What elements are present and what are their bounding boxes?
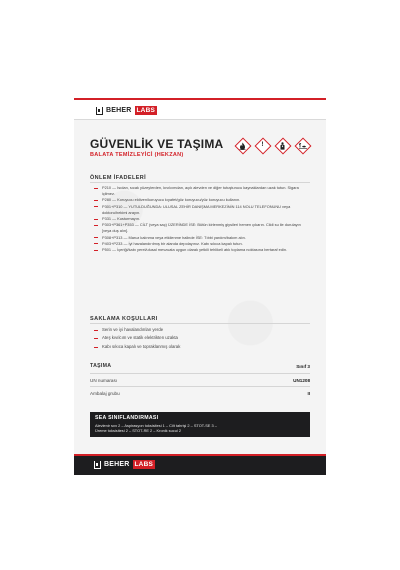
sea-title: SEA SINIFLANDIRMASI [95, 415, 159, 421]
transport-header-row [90, 360, 310, 372]
packing-group-value: II [307, 390, 310, 396]
brand-suffix: LABS [134, 461, 154, 468]
flame-icon [234, 137, 251, 154]
table-row [90, 387, 310, 399]
header-accent-line [74, 98, 326, 100]
list-item: P403+P233 — İyi havalandırılmış bir alanda depolayınız. Kabı sıkıca kapalı tutun. [102, 240, 243, 246]
storage-divider [90, 323, 310, 324]
list-item: P308+P313 — Maruz kalınma veya etkilenme halinde İSE: Tıbbi yardım/bakım alın. [102, 234, 246, 240]
brand-name: BEHER [104, 461, 130, 468]
environment-icon [294, 137, 311, 154]
sea-classification-box [90, 412, 310, 437]
un-number-label: UN numarası [90, 377, 118, 383]
packing-group-label: Ambalaj grubu [90, 390, 120, 396]
brand-suffix: LABS [136, 107, 156, 114]
exclamation-icon: ! [254, 137, 271, 154]
list-item: P501 — İçeriği/kabı yerel/ulusal mevzuata uygun olarak yetkili tehlikeli atık toplama noktasına bertaraf edin. [102, 247, 288, 253]
sea-classification-line: Üreme toksisitesi 2 – STOT-RE 2 – Kronik sucul 2 [95, 428, 181, 434]
storage-heading: SAKLAMA KOŞULLARI [90, 316, 158, 322]
brand-logo [96, 106, 157, 115]
list-item: P301+P310 — YUTULDUĞUNDA: ULUSAL ZEHİR DANIŞMA MERKEZİNİN 114 NOLU TELEFONUNU veya doktoru/hekimi arayın. [102, 203, 291, 215]
health-hazard-icon [274, 137, 291, 154]
list-item: Kabı sıkıca kapalı ve topraklanmış olarak [102, 343, 181, 349]
beaker-icon [96, 107, 103, 115]
ghs-pictograms [234, 137, 311, 154]
storage-list [94, 326, 308, 351]
list-item: P303+P361+P353 — CİLT (veya saç) ÜZERİNDE İSE: Bütün kirlenmiş giysileri hemen çıkarın. Cildi su ile durulayın [veya duş alın]. [102, 222, 301, 234]
list-item: P210 — Isıdan, sıcak yüzeylerden, kıvılcımdan, açık alevden ve diğer tutuşturucu kaynaklardan uzak tutun. Sigara içilmez. [102, 185, 299, 197]
footer-brand-logo [94, 460, 155, 469]
un-number-value: UN1208 [293, 377, 310, 383]
transport-class: Sınıf 3 [296, 363, 310, 369]
sea-classification-line: Alevlenir sıvı 2 – Aspirasyon toksisitesi 1 – Cilt tahrişi 2 – STOT-SE 3 – [95, 423, 217, 428]
precaution-list [94, 185, 308, 253]
footer-accent-line [74, 454, 326, 456]
page-title: GÜVENLİK VE TAŞIMA [90, 137, 224, 151]
safety-sheet [74, 95, 326, 475]
product-subtitle: BALATA TEMİZLEYİCİ (HEKZAN) [90, 152, 184, 158]
header-divider [74, 119, 326, 120]
list-item: Ateş kıvılcım ve statik elektrikten uzakta [102, 335, 178, 341]
list-item: P331 — Kusturmayın. [102, 216, 141, 222]
brand-name: BEHER [106, 107, 132, 114]
table-row [90, 374, 310, 386]
beaker-icon [94, 461, 101, 469]
transport-heading: TAŞIMA [90, 363, 112, 369]
precautions-heading: ÖNLEM İFADELERİ [90, 175, 147, 181]
list-item: P280 — Koruyucu eldiven/koruyucu kıyafet/göz koruyucu/yüz koruyucu kullanın. [102, 197, 241, 203]
list-item: Serin ve iyi havalandırılan yerde [102, 327, 164, 332]
precautions-divider [90, 182, 310, 183]
